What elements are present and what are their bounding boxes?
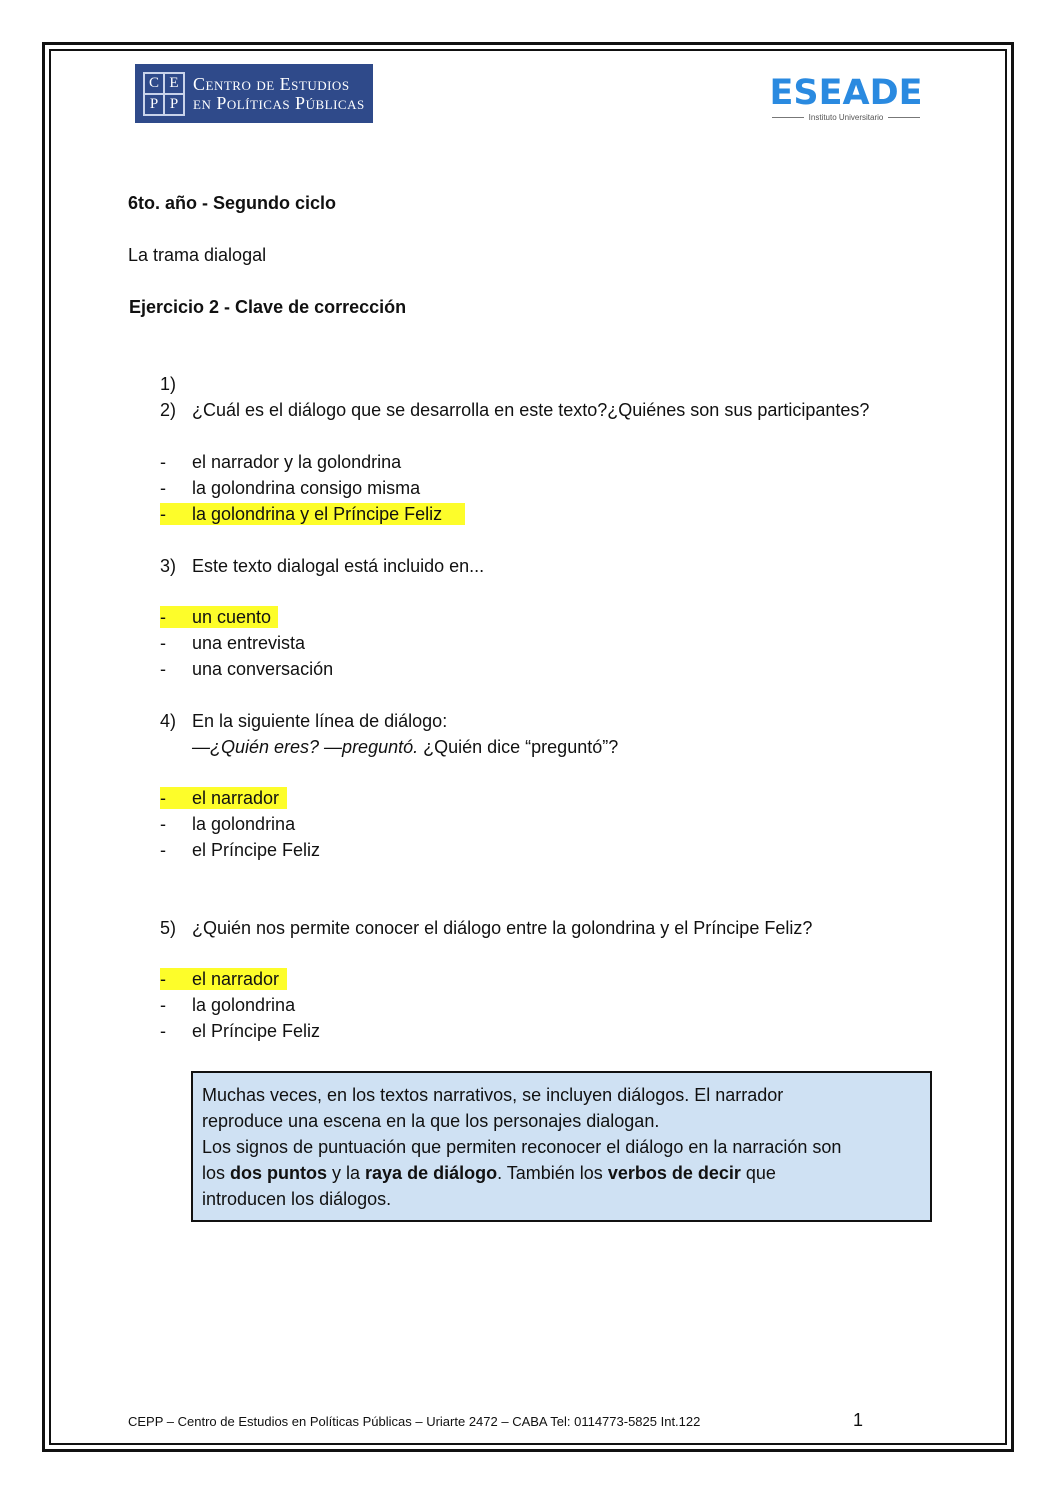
option-bullet: - [160, 788, 166, 808]
eseade-logo [766, 74, 926, 124]
cepp-logo [135, 64, 373, 123]
info-callout-box [191, 1071, 932, 1222]
option-text-correct: el narrador [192, 788, 280, 808]
option-text-correct: un cuento [192, 607, 272, 627]
option-text: el narrador y la golondrina [192, 452, 402, 472]
question-text: ¿Quién nos permite conocer el diálogo entre la golondrina y el Príncipe Feliz? [192, 918, 813, 938]
callout-text: que [740, 1163, 776, 1183]
callout-line: Muchas veces, en los textos narrativos, se incluyen diálogos. El narrador [202, 1085, 784, 1105]
question-number: 5) [160, 918, 177, 938]
callout-line: reproduce una escena en la que los personajes dialogan. [202, 1111, 660, 1131]
callout-line: introducen los diálogos. [202, 1189, 392, 1209]
callout-text: los [202, 1163, 231, 1183]
option-bullet: - [160, 969, 166, 989]
topic-heading: La trama dialogal [128, 245, 267, 265]
option-text: una entrevista [192, 633, 306, 653]
divider [772, 117, 804, 118]
option-text: el Príncipe Feliz [192, 840, 321, 860]
option-bullet: - [160, 452, 166, 472]
footer-text: CEPP – Centro de Estudios en Políticas Públicas – Uriarte 2472 – CABA Tel: 0114773-5825 Int.122 [128, 1414, 701, 1429]
option-bullet: - [160, 1021, 166, 1041]
option-bullet: - [160, 995, 166, 1015]
option-bullet: - [160, 814, 166, 834]
option-bullet: - [160, 478, 166, 498]
callout-line: Los signos de puntuación que permiten reconocer el diálogo en la narración son [202, 1137, 842, 1157]
option-text: una conversación [192, 659, 334, 679]
question-text: Este texto dialogal está incluido en... [192, 556, 485, 576]
page-number: 1 [853, 1410, 864, 1430]
callout-text: . También los [497, 1163, 608, 1183]
cepp-logo-line2: en Políticas Públicas [193, 92, 365, 113]
eseade-logo-subtitle: Instituto Universitario [808, 113, 884, 122]
cepp-logo-letter: P [164, 94, 184, 115]
option-bullet: - [160, 659, 166, 679]
callout-bold-term: raya de diálogo [365, 1163, 498, 1183]
option-bullet: - [160, 504, 166, 524]
callout-bold-term: dos puntos [230, 1163, 328, 1183]
cepp-logo-line1: Centro de Estudios [193, 73, 350, 94]
grade-heading: 6to. año - Segundo ciclo [128, 193, 337, 213]
question-text: En la siguiente línea de diálogo: [192, 711, 448, 731]
option-text: la golondrina [192, 995, 296, 1015]
option-text-correct: la golondrina y el Príncipe Feliz [192, 504, 443, 524]
cepp-logo-text [193, 75, 365, 113]
divider [888, 117, 920, 118]
option-bullet: - [160, 840, 166, 860]
cepp-logo-grid [143, 72, 185, 116]
question-number: 2) [160, 400, 177, 420]
eseade-logo-subtitle-row [766, 113, 926, 122]
callout-text: y la [327, 1163, 366, 1183]
eseade-logo-word: ESEADE [769, 73, 923, 113]
question-number: 4) [160, 711, 177, 731]
exercise-heading: Ejercicio 2 - Clave de corrección [129, 297, 407, 317]
question-text: ¿Cuál es el diálogo que se desarrolla en este texto?¿Quiénes son sus participantes? [192, 400, 870, 420]
callout-bold-term: verbos de decir [607, 1163, 741, 1183]
option-text: el Príncipe Feliz [192, 1021, 321, 1041]
cepp-logo-letter: E [164, 73, 184, 94]
cepp-logo-letter: P [144, 94, 164, 115]
dialogue-quote-italic: —¿Quién eres? —preguntó. [192, 737, 419, 757]
option-bullet: - [160, 633, 166, 653]
option-text: la golondrina [192, 814, 296, 834]
question-number: 1) [160, 374, 177, 394]
option-text-correct: el narrador [192, 969, 280, 989]
question-number: 3) [160, 556, 177, 576]
dialogue-quote-line [192, 737, 618, 758]
callout-line [202, 1160, 922, 1186]
option-bullet: - [160, 607, 166, 627]
option-text: la golondrina consigo misma [192, 478, 421, 498]
dialogue-quote-question: ¿Quién dice “preguntó”? [418, 737, 619, 757]
cepp-logo-letter: C [144, 73, 164, 94]
